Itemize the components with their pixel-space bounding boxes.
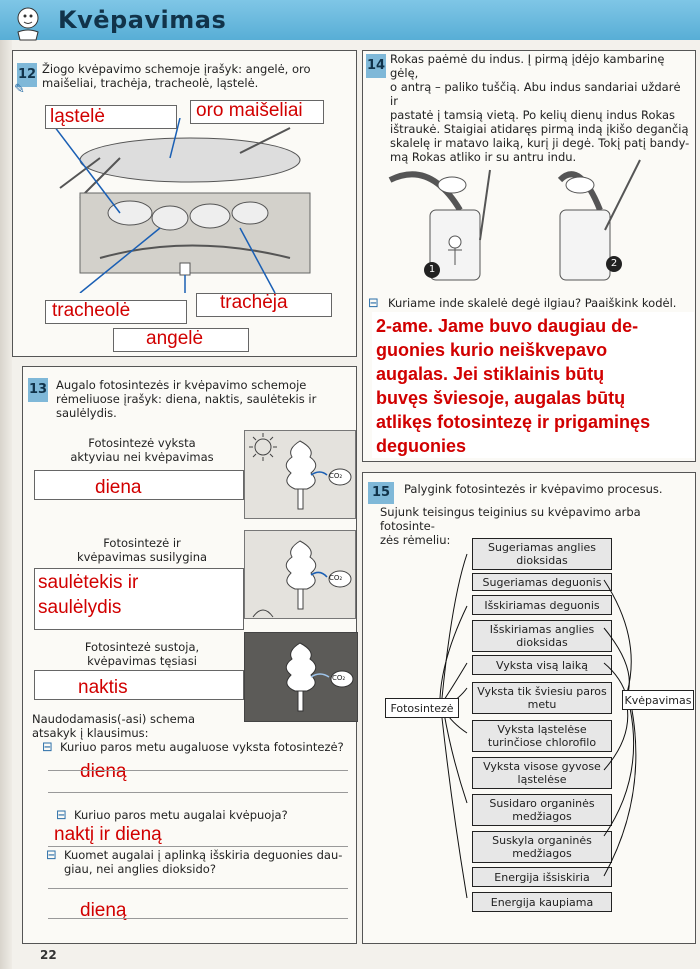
statement-card[interactable]: Susidaro organinės medžiagos [472, 794, 612, 826]
answer-lastele: ląstelė [50, 106, 105, 127]
question-icon: ⊟ [42, 740, 53, 755]
pencil-icon: ✎ [14, 82, 25, 97]
task15-number: 15 [368, 482, 394, 504]
respiration-box: Kvėpavimas [622, 690, 694, 710]
task14-question: Kuriame inde skalelė degė ilgiau? Paaiškink kodėl. [388, 296, 677, 310]
statement-card[interactable]: Išskiriamas deguonis [472, 595, 612, 615]
statement-card[interactable]: Suskyla organinės medžiagos [472, 831, 612, 863]
co2-label-3: CO₂ [332, 674, 346, 682]
answer-sunrise: saulėtekis ir [38, 572, 139, 593]
answer-box-night[interactable] [34, 670, 244, 700]
answer-tracheja: trachėja [220, 292, 288, 313]
task14-answer-line: 2-ame. Jame buvo daugiau de- [376, 316, 639, 336]
task14-answer-line: buvęs šviesoje, augalas būtų [376, 388, 626, 408]
question-1: Kuriuo paros metu augaluose vyksta fotosintezė? [60, 740, 344, 754]
jar2-label: 2 [606, 256, 622, 272]
statement-card[interactable]: Sugeriamas deguonis [472, 573, 612, 591]
co2-label-1: CO₂ [329, 472, 343, 480]
task13-prompt: Augalo fotosintezės ir kvėpavimo schemoje rėmeliuose įrašyk: diena, naktis, saulėtekis ir saulėlydis. [56, 378, 317, 420]
answer-day: diena [95, 477, 142, 498]
co2-label-2: CO₂ [329, 574, 343, 582]
answer-tracheole: tracheolė [52, 300, 131, 321]
statement-card[interactable]: Vyksta visą laiką [472, 655, 612, 675]
statement-card[interactable]: Sugeriamas anglies dioksidas [472, 538, 612, 570]
task15-instructions: Sujunk teisingus teiginius su kvėpavimo arba fotosinte- zės rėmeliu: [380, 505, 641, 547]
statement-card[interactable]: Vyksta visose gyvose ląstelėse [472, 757, 612, 789]
task15-title: Palygink fotosintezės ir kvėpavimo procesus. [404, 482, 663, 496]
answer-line-q1b [48, 792, 348, 793]
task14-text: Rokas paėmė du indus. Į pirmą įdėjo kambarinę gėlę, o antrą – paliko tuščią. Abu indus sandariai uždarė ir pastatė į tamsią vietą. Po kelių dienų indus Rokas ištraukė. Staigiai atidaręs pirmą indą įkišo degančią skalelę ir matavo laiką, kurį ji degė. Tokį patį bandy- mą Rokas atliko ir su antru indu. [390, 52, 690, 164]
task14-answer [376, 314, 694, 458]
answer-q2: naktį ir dieną [54, 824, 162, 845]
answer-oro-maiseliai: oro maišeliai [196, 100, 303, 121]
jar1-label: 1 [424, 262, 440, 278]
answer-line-q2 [48, 846, 348, 847]
page-title: Kvėpavimas [58, 6, 227, 34]
question-2: Kuriuo paros metu augalai kvėpuoja? [74, 808, 288, 822]
task13-number: 13 [28, 378, 48, 402]
mascot-icon [6, 2, 50, 42]
statement-card[interactable]: Energija kaupiama [472, 892, 612, 912]
answer-line-q3a [48, 888, 348, 889]
question-3: Kuomet augalai į aplinką išskiria deguonies dau- giau, nei anglies dioksido? [64, 848, 343, 876]
answer-q1: dieną [80, 761, 127, 782]
answer-line-q1a [48, 770, 348, 771]
row2-label: Fotosintezė ir kvėpavimas susilygina [76, 536, 208, 564]
page-margin [0, 40, 12, 969]
task14-number: 14 [366, 54, 386, 78]
task14-answer-line: guonies kurio neiškvepavo [376, 340, 608, 360]
task14-answer-line: deguonies [376, 436, 467, 456]
answer-line-q3b [48, 918, 348, 919]
task12-prompt: Žiogo kvėpavimo schemoje įrašyk: angelė, oro maišeliai, trachėja, tracheolė, ląstelė. [42, 62, 311, 90]
statement-card[interactable]: Vyksta tik šviesiu paros metu [472, 682, 612, 714]
page-number: 22 [40, 948, 57, 962]
question-icon: ⊟ [368, 296, 379, 311]
answer-angele: angelė [146, 328, 204, 349]
statement-card[interactable]: Išskiriamas anglies dioksidas [472, 620, 612, 652]
use-scheme-text: Naudodamasis(-asi) schema atsakyk į klausimus: [32, 712, 195, 740]
row3-label: Fotosintezė sustoja, kvėpavimas tęsiasi [84, 640, 200, 668]
task14-answer-line: atlikęs fotosintezę ir prigaminęs [376, 412, 651, 432]
task12-number: 12 [17, 63, 37, 87]
question-icon: ⊟ [56, 808, 67, 823]
answer-night: naktis [78, 677, 128, 698]
question-icon: ⊟ [46, 848, 57, 863]
grasshopper-diagram [40, 118, 340, 293]
task14-answer-line: augalas. Jei stiklainis būtų [376, 364, 605, 384]
connection-lines [382, 538, 692, 918]
row1-label: Fotosintezė vyksta aktyviau nei kvėpavimas [70, 436, 214, 464]
statement-card[interactable]: Energija išsiskiria [472, 867, 612, 887]
answer-sunset: saulėlydis [38, 597, 122, 618]
answer-q3: dieną [80, 900, 127, 921]
photosynthesis-box: Fotosintezė [385, 698, 459, 718]
statement-card[interactable]: Vyksta ląstelėse turinčiose chlorofilo [472, 720, 612, 752]
